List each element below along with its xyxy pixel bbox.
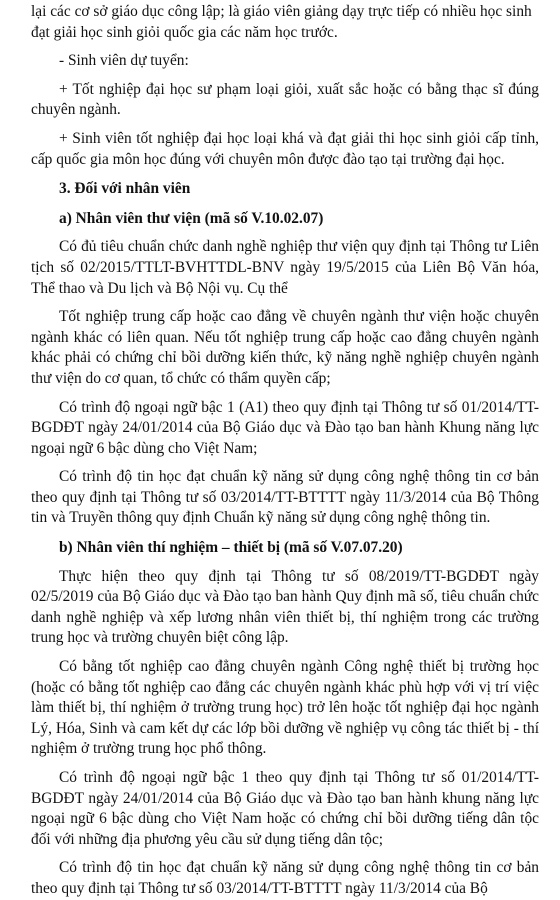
heading-section-3: 3. Đối với nhân viên: [59, 180, 191, 198]
paragraph-p5: Có đủ tiêu chuẩn chức danh nghề nghiệp thư viện quy định tại Thông tư Liên tịch số 02/2015/TTLT-BVHTTDL-BNV ngày 19/5/2015 của Liên Bộ Văn hóa, Thể thao và Du lịch và Bộ Nội vụ. Cụ thể: [31, 238, 539, 297]
paragraph-p1: lại các cơ sở giáo dục công lập; là giáo viên giảng dạy trực tiếp có nhiều học sinh đạt giải học sinh giỏi quốc gia các năm học trước.: [31, 3, 532, 41]
paragraph-p7: Có trình độ ngoại ngữ bậc 1 (A1) theo quy định tại Thông tư số 01/2014/TT-BGDĐT ngày 24/01/2014 của Bộ Giáo dục và Đào tạo ban hành Khung năng lực ngoại ngữ 6 bậc dùng cho Việt Nam;: [31, 398, 539, 457]
paragraph-p2: - Sinh viên dự tuyển:: [59, 52, 189, 70]
paragraph-p12: Có trình độ tin học đạt chuẩn kỹ năng sử dụng công nghệ thông tin cơ bản theo quy định tại Thông tư số 03/2014/TT-BTTTT ngày 11/3/2014 của Bộ: [31, 859, 539, 897]
heading-section-3a: a) Nhân viên thư viện (mã số V.10.02.07): [59, 209, 324, 227]
paragraph-p10: Có bằng tốt nghiệp cao đẳng chuyên ngành Công nghệ thiết bị trường học (hoặc có bằng tốt nghiệp cao đẳng các chuyên ngành khác phù hợp với vị trí việc làm thiết bị, thí nghiệm ở trường trung học) trở lên hoặc tốt nghiệp đại học ngành Lý, Hóa, Sinh và cam kết dự các lớp bồi dưỡng về nghiệp vụ công tác thiết bị - thí nghiệm ở trường trung học phổ thông.: [31, 658, 539, 758]
paragraph-p8: Có trình độ tin học đạt chuẩn kỹ năng sử dụng công nghệ thông tin cơ bản theo quy định tại Thông tư số 03/2014/TT-BTTTT ngày 11/3/2014 của Bộ Thông tin và Truyền thông quy định Chuẩn kỹ năng sử dụng công nghệ thông tin.: [31, 468, 539, 527]
paragraph-p3: + Tốt nghiệp đại học sư phạm loại giỏi, xuất sắc hoặc có bằng thạc sĩ đúng chuyên ngành.: [31, 80, 539, 119]
paragraph-p11: Có trình độ ngoại ngữ bậc 1 theo quy định tại Thông tư số 01/2014/TT-BGDĐT ngày 24/01/2014 của Bộ Giáo dục và Đào tạo ban hành khung năng lực ngoại ngữ 6 bậc dùng cho Việt Nam hoặc có chứng chỉ bồi dưỡng tiếng dân tộc đối với những địa phương yêu cầu sử dụng tiếng dân tộc;: [31, 769, 539, 848]
heading-section-3b: b) Nhân viên thí nghiệm – thiết bị (mã số V.07.07.20): [59, 539, 403, 557]
paragraph-p4: + Sinh viên tốt nghiệp đại học loại khá và đạt giải thi học sinh giỏi cấp tỉnh, cấp quốc gia môn học đúng với chuyên môn được đào tạo tại trường đại học.: [31, 129, 539, 168]
paragraph-p6: Tốt nghiệp trung cấp hoặc cao đẳng về chuyên ngành thư viện hoặc chuyên ngành khác có liên quan. Nếu tốt nghiệp trung cấp hoặc cao đẳng chuyên ngành khác phải có chứng chỉ bồi dưỡng kiến thức, kỹ năng nghề nghiệp chuyên ngành thư viện do cơ quan, tổ chức có thẩm quyền cấp;: [31, 308, 539, 387]
paragraph-p9: Thực hiện theo quy định tại Thông tư số 08/2019/TT-BGDĐT ngày 02/5/2019 của Bộ Giáo dục và Đào tạo ban hành Quy định mã số, tiêu chuẩn chức danh nghề nghiệp và xếp lương nhân viên thiết bị, thí nghiệm trong các trường trung học và trường chuyên biệt công lập.: [31, 567, 539, 647]
